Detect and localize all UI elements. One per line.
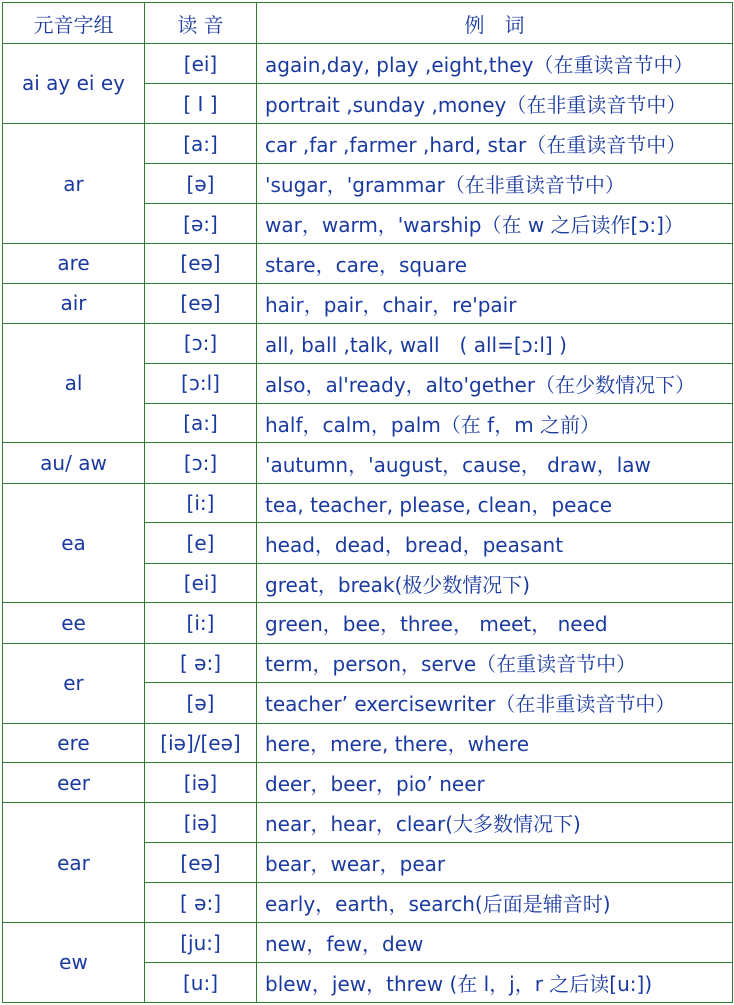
- example-words-cell: term，person，serve（在重读音节中）: [257, 643, 733, 682]
- pronunciation-cell: [iə]: [145, 763, 257, 803]
- example-words-cell: portrait ,sunday ,money（在非重读音节中）: [257, 84, 733, 123]
- vowel-group-cell: ai ay ei ey: [3, 44, 145, 124]
- table-row: [3, 443, 733, 483]
- vowel-group-cell: eer: [3, 763, 145, 803]
- example-words-cell: teacher’ exercisewriter（在非重读音节中）: [257, 683, 733, 723]
- header-vowel-group: 元音字组: [3, 3, 145, 44]
- example-words-cell: half，calm，palm（在 f，m 之前）: [257, 404, 733, 443]
- pronunciation-cell: [a:]: [145, 404, 257, 443]
- example-words-cell: all, ball ,talk, wall ( all=[ɔ:l] ): [257, 324, 733, 363]
- pronunciation-cell: [ə]: [145, 164, 257, 203]
- table-row: [3, 483, 733, 522]
- example-words-cell: near，hear，clear(大多数情况下): [257, 803, 733, 842]
- pronunciation-cell: [a:]: [145, 123, 257, 163]
- table-row: [3, 763, 733, 803]
- example-words-cell: tea, teacher, please, clean，peace: [257, 483, 733, 522]
- pronunciation-cell: [u:]: [145, 963, 257, 1003]
- table-body: [3, 44, 733, 1003]
- example-words-cell: great，break(极少数情况下): [257, 563, 733, 602]
- pronunciation-cell: [ɔ:l]: [145, 363, 257, 403]
- header-pronunciation: 读 音: [145, 3, 257, 44]
- pronunciation-cell: [ɔ:]: [145, 443, 257, 483]
- vowel-group-cell: er: [3, 643, 145, 723]
- vowel-group-cell: ea: [3, 483, 145, 602]
- pronunciation-cell: [ə]: [145, 683, 257, 723]
- example-words-cell: also，al'ready，alto'gether（在少数情况下）: [257, 363, 733, 403]
- pronunciation-cell: [eə]: [145, 842, 257, 882]
- pronunciation-cell: [ I ]: [145, 84, 257, 123]
- example-words-cell: 'autumn，'august，cause， draw，law: [257, 443, 733, 483]
- example-words-cell: head，dead，bread，peasant: [257, 523, 733, 563]
- header-row: [3, 3, 733, 44]
- example-words-cell: deer，beer，pio’ neer: [257, 763, 733, 803]
- example-words-cell: stare，care，square: [257, 244, 733, 283]
- table-row: [3, 922, 733, 962]
- pronunciation-cell: [ ə:]: [145, 643, 257, 682]
- example-words-cell: here，mere, there，where: [257, 723, 733, 762]
- pronunciation-cell: [ɔ:]: [145, 324, 257, 363]
- example-words-cell: new，few，dew: [257, 922, 733, 962]
- header-examples: 例 词: [257, 3, 733, 44]
- vowel-group-cell: ee: [3, 603, 145, 643]
- pronunciation-cell: [ju:]: [145, 922, 257, 962]
- pronunciation-cell: [ei]: [145, 563, 257, 602]
- pronunciation-cell: [ ə:]: [145, 883, 257, 922]
- vowel-group-cell: ar: [3, 123, 145, 243]
- vowel-group-cell: air: [3, 283, 145, 323]
- table-row: [3, 324, 733, 363]
- table-row: [3, 603, 733, 643]
- pronunciation-cell: [iə]/[eə]: [145, 723, 257, 762]
- vowel-group-cell: ew: [3, 922, 145, 1002]
- example-words-cell: bear，wear，pear: [257, 842, 733, 882]
- pronunciation-cell: [eə]: [145, 283, 257, 323]
- pronunciation-cell: [ə:]: [145, 203, 257, 243]
- pronunciation-cell: [iə]: [145, 803, 257, 842]
- example-words-cell: 'sugar，'grammar（在非重读音节中）: [257, 164, 733, 203]
- example-words-cell: car ,far ,farmer ,hard, star（在重读音节中）: [257, 123, 733, 163]
- example-words-cell: blew，jew，threw (在 l，j，r 之后读[u:]): [257, 963, 733, 1003]
- vowel-combination-table: [2, 2, 733, 1003]
- pronunciation-cell: [eə]: [145, 244, 257, 283]
- table-row: [3, 723, 733, 762]
- example-words-cell: hair，pair，chair，re'pair: [257, 283, 733, 323]
- example-words-cell: early，earth，search(后面是辅音时): [257, 883, 733, 922]
- table-row: [3, 643, 733, 682]
- pronunciation-cell: [i:]: [145, 483, 257, 522]
- pronunciation-cell: [ei]: [145, 44, 257, 84]
- vowel-group-cell: al: [3, 324, 145, 443]
- vowel-group-cell: au/ aw: [3, 443, 145, 483]
- table-row: [3, 123, 733, 163]
- vowel-group-cell: are: [3, 244, 145, 283]
- pronunciation-cell: [e]: [145, 523, 257, 563]
- example-words-cell: green，bee，three， meet， need: [257, 603, 733, 643]
- table-row: [3, 283, 733, 323]
- example-words-cell: again,day, play ,eight,they（在重读音节中）: [257, 44, 733, 84]
- vowel-group-cell: ere: [3, 723, 145, 762]
- pronunciation-cell: [i:]: [145, 603, 257, 643]
- table-row: [3, 44, 733, 84]
- table-row: [3, 244, 733, 283]
- example-words-cell: war，warm，'warship（在 w 之后读作[ɔ:]）: [257, 203, 733, 243]
- vowel-group-cell: ear: [3, 803, 145, 922]
- table-row: [3, 803, 733, 842]
